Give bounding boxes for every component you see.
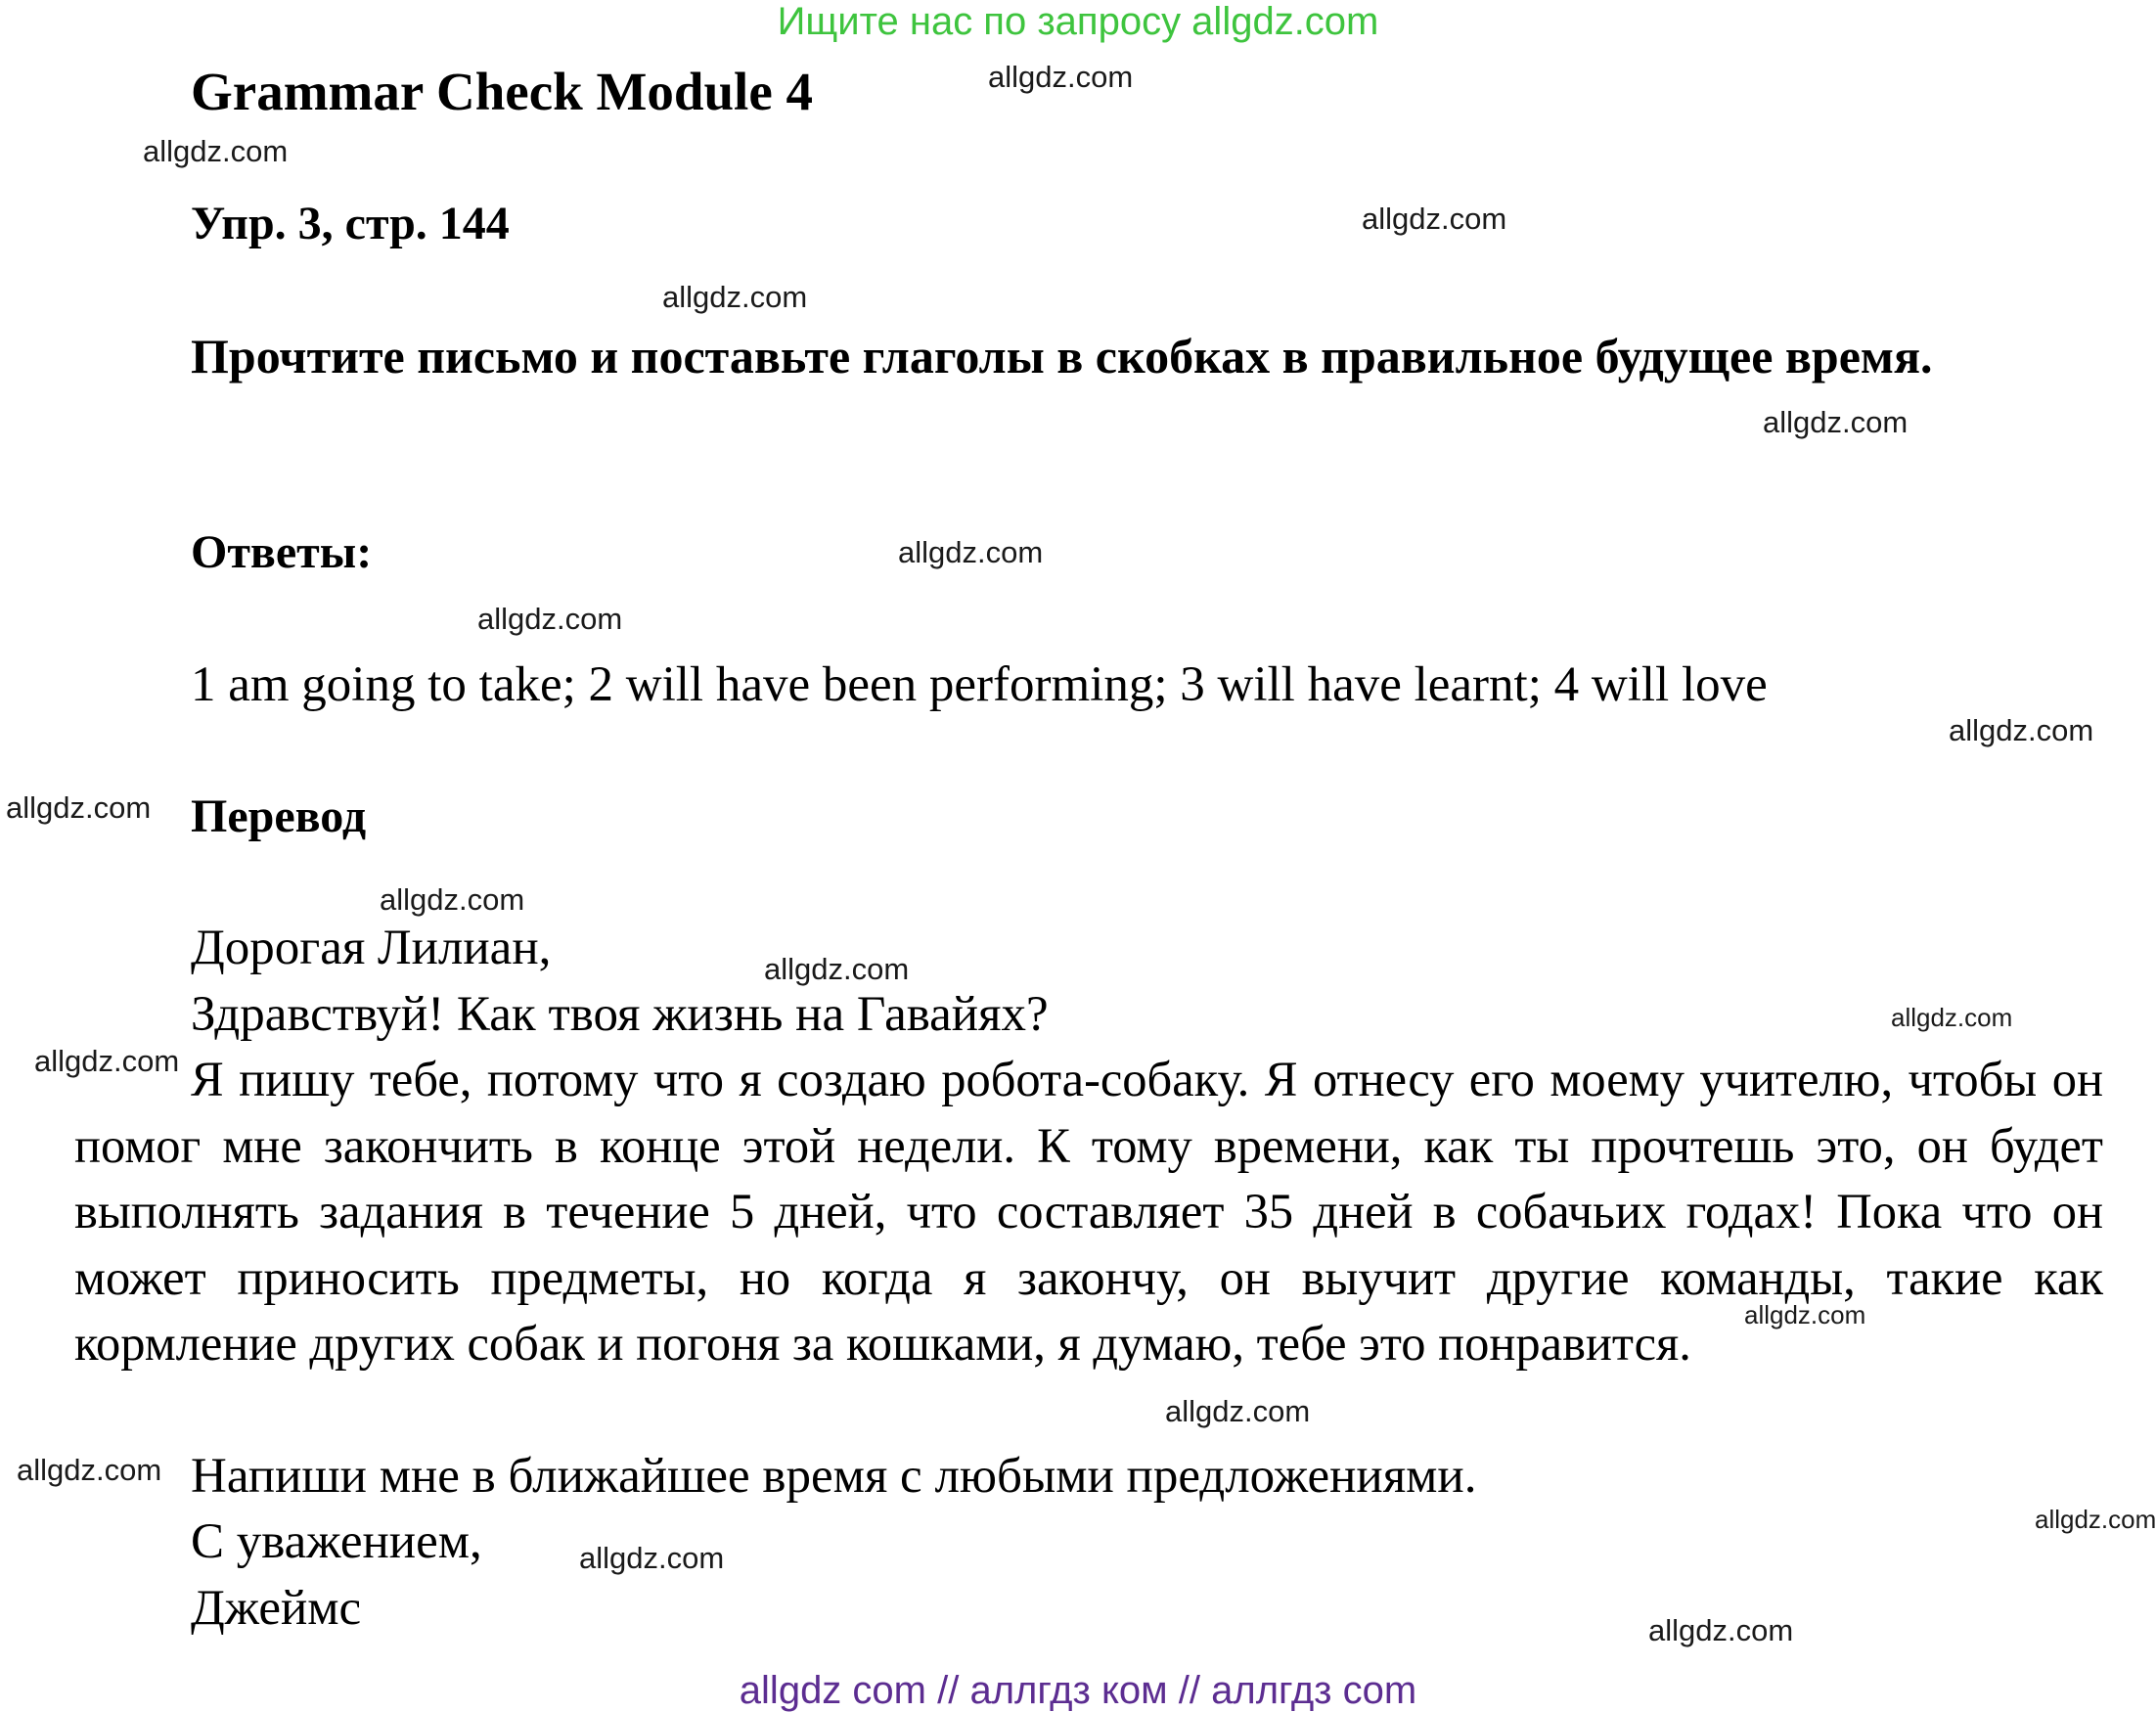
watermark: allgdz.com — [6, 790, 152, 825]
letter-signature: Джеймс — [191, 1581, 362, 1636]
task-instruction: Прочтите письмо и поставьте глаголы в скобках в правильное будущее время. — [191, 329, 1933, 383]
watermark: allgdz.com — [988, 60, 1134, 94]
page-title: Grammar Check Module 4 — [191, 62, 813, 121]
watermark: allgdz.com — [1891, 1003, 2013, 1032]
watermark: allgdz.com — [34, 1044, 180, 1078]
watermark: allgdz.com — [579, 1541, 725, 1575]
watermark: allgdz.com — [477, 602, 623, 636]
watermark: allgdz.com — [1744, 1300, 1866, 1329]
watermark: allgdz.com — [898, 535, 1044, 569]
letter-line-2: Здравствуй! Как твоя жизнь на Гавайях? — [191, 987, 1049, 1042]
answers-text: 1 am going to take; 2 will have been performing; 3 will have learnt; 4 will love — [191, 657, 1768, 712]
watermark: allgdz.com — [764, 952, 910, 986]
watermark: allgdz.com — [2035, 1505, 2156, 1534]
letter-greeting: Дорогая Лилиан, — [191, 921, 552, 975]
letter-closing-request: Напиши мне в ближайшее время с любыми предложениями. — [191, 1449, 1477, 1504]
watermark: allgdz.com — [17, 1453, 162, 1487]
watermark: allgdz.com — [1949, 713, 2094, 747]
footer-links[interactable]: allgdz com // аллгдз ком // аллгдз com — [739, 1669, 1417, 1712]
watermark: allgdz.com — [143, 134, 289, 168]
watermark: allgdz.com — [662, 280, 808, 314]
letter-body: Я пишу тебе, потому что я создаю робота-собаку. Я отнесу его моему учителю, чтобы он помог мне закончить в конце этой недели. К тому времени, как ты прочтешь это, он будет выполнять задания в течение 5 дней, что составляет 35 дней в собачьих годах! Пока что он может приносить предметы, но когда я закончу, он выучит другие команды, такие как кормление других собак и погоня за кошками, я думаю, тебе это понравится. — [74, 1052, 2103, 1371]
translation-heading: Перевод — [191, 790, 367, 842]
watermark: allgdz.com — [1362, 202, 1507, 236]
watermark: allgdz.com — [1648, 1613, 1794, 1647]
promo-banner[interactable]: Ищите нас по запросу allgdz.com — [777, 0, 1379, 43]
answers-heading: Ответы: — [191, 526, 373, 578]
watermark: allgdz.com — [380, 882, 525, 917]
watermark: allgdz.com — [1763, 405, 1909, 439]
letter-signoff: С уважением, — [191, 1514, 482, 1569]
watermark: allgdz.com — [1165, 1394, 1311, 1428]
exercise-heading: Упр. 3, стр. 144 — [191, 198, 510, 249]
